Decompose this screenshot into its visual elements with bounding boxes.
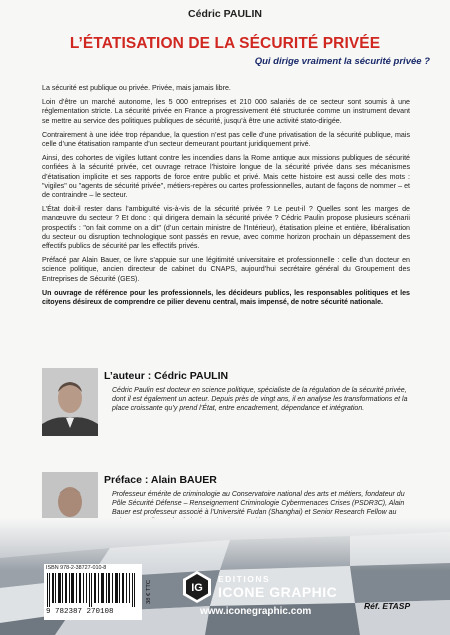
blurb-conclusion: Un ouvrage de référence pour les professionnels, les décideurs publics, les responsables politiques et les citoyens désireux de comprendre ce pilier devenu central, mais impensé, de notre sécurité nationale. [42,288,410,307]
blurb-paragraph: L’État doit-il rester dans l’ambiguïté vis-à-vis de la sécurité privée ? Le peut-il ? Quelles sont les marges de manœuvre du secteur ? Et donc : qui dirigera demain la sécurité privée ? Cédric Paulin propose plusieurs scénarii prospectifs : "on fait comme on a dit" (d’un certain ministre de l’Intérieur), étatisation pleine et entière, libéralisation du secteur ou disruption technologique sont passés en revue, avec comme horizon prochain un dépassement des effectifs publics de sécurité par les effectifs privés. [42,205,410,251]
author-photo [42,368,98,436]
author-bio [0,368,450,436]
author-bio-text: Cédric Paulin est docteur en science politique, spécialiste de la régulation de la sécurité privée, dont il est également un acteur. Depuis près de vingt ans, il en analyse les transformations et la place croissante qu’y prend l’État, entre encadrement, dépendance et intégration. [112,387,408,413]
publisher-line1: EDITIONS [218,574,271,584]
publisher-name: ICONE GRAPHIC [218,584,338,600]
isbn-barcode-block [44,564,142,620]
blurb [42,84,410,312]
reference-code: Réf. ETASP [364,601,411,611]
author-name: Cédric PAULIN [188,8,262,20]
blurb-paragraph: La sécurité est publique ou privée. Privée, mais jamais libre. [42,84,231,92]
preface-bio-text: Professeur émérite de criminologie au Conservatoire national des arts et métiers, fondateur du Pôle Sécurité Défense – Renseignement Criminologie Cybermenaces Crises (PSDR3C), Alain Bauer est professeur associé à l’Université Fudan (Shanghai) et Senior Research Fellow au [112,491,405,517]
author-bio-heading: L’auteur : Cédric PAULIN [104,370,229,382]
isbn-label: ISBN 978-2-38727-010-8 [46,565,107,571]
barcode-number: 9 782387 270108 [46,608,114,616]
publisher-url: www.iconegraphic.com [200,606,312,617]
blurb-paragraph: Contrairement à une idée trop répandue, la question n’est pas celle d’une privatisation de la sécurité publique, mais celle d’une étatisation rampante d’un secteur demeurant pourtant juridiquement privé. [42,130,410,149]
book-title: L’ÉTATISATION DE LA SÉCURITÉ PRIVÉE [69,35,381,52]
barcode [46,573,136,607]
blurb-paragraph: Loin d’être un marché autonome, les 5 000 entreprises et 210 000 salariés de ce secteur sont soumis à une réglementation stricte. La sécurité privée en France a progressivement été structurée comme un instrument devant se mettre au service des politiques publiques de sécurité, jusqu’à être une activité stato-dirigée. [42,98,410,125]
blurb-paragraph: Ainsi, des cohortes de vigiles luttant contre les incendies dans la Rome antique aux missions publiques de sécurité confiées à la sécurité privée, cet ouvrage retrace l’histoire longue de la sécurité privée dans ses mécanismes d’étatisation implicite et ses rapports de force entre public et privé. Mais cette histoire est aussi celle des mots : "vigiles" ou "agents de sécurité privée", métiers-repères ou cartes professionnelles, autant de façons de nommer – et de contraindre – le secteur. [42,154,410,200]
book-subtitle: Qui dirige vraiment la sécurité privée ? [254,56,430,67]
publisher-logo-icon [182,570,212,604]
preface-bio-heading: Préface : Alain BAUER [104,474,217,486]
price-label: 38 € TTC [146,579,152,604]
blurb-paragraph: Préfacé par Alain Bauer, ce livre s’appuie sur une légitimité universitaire et professionnelle : celle d’un docteur en science politique, ancien directeur de cabinet du CNAPS, aujourd’hui secrétaire général du Groupement des Entreprises de Sécurité (GES). [42,256,410,283]
logo-text: IG [191,582,203,594]
